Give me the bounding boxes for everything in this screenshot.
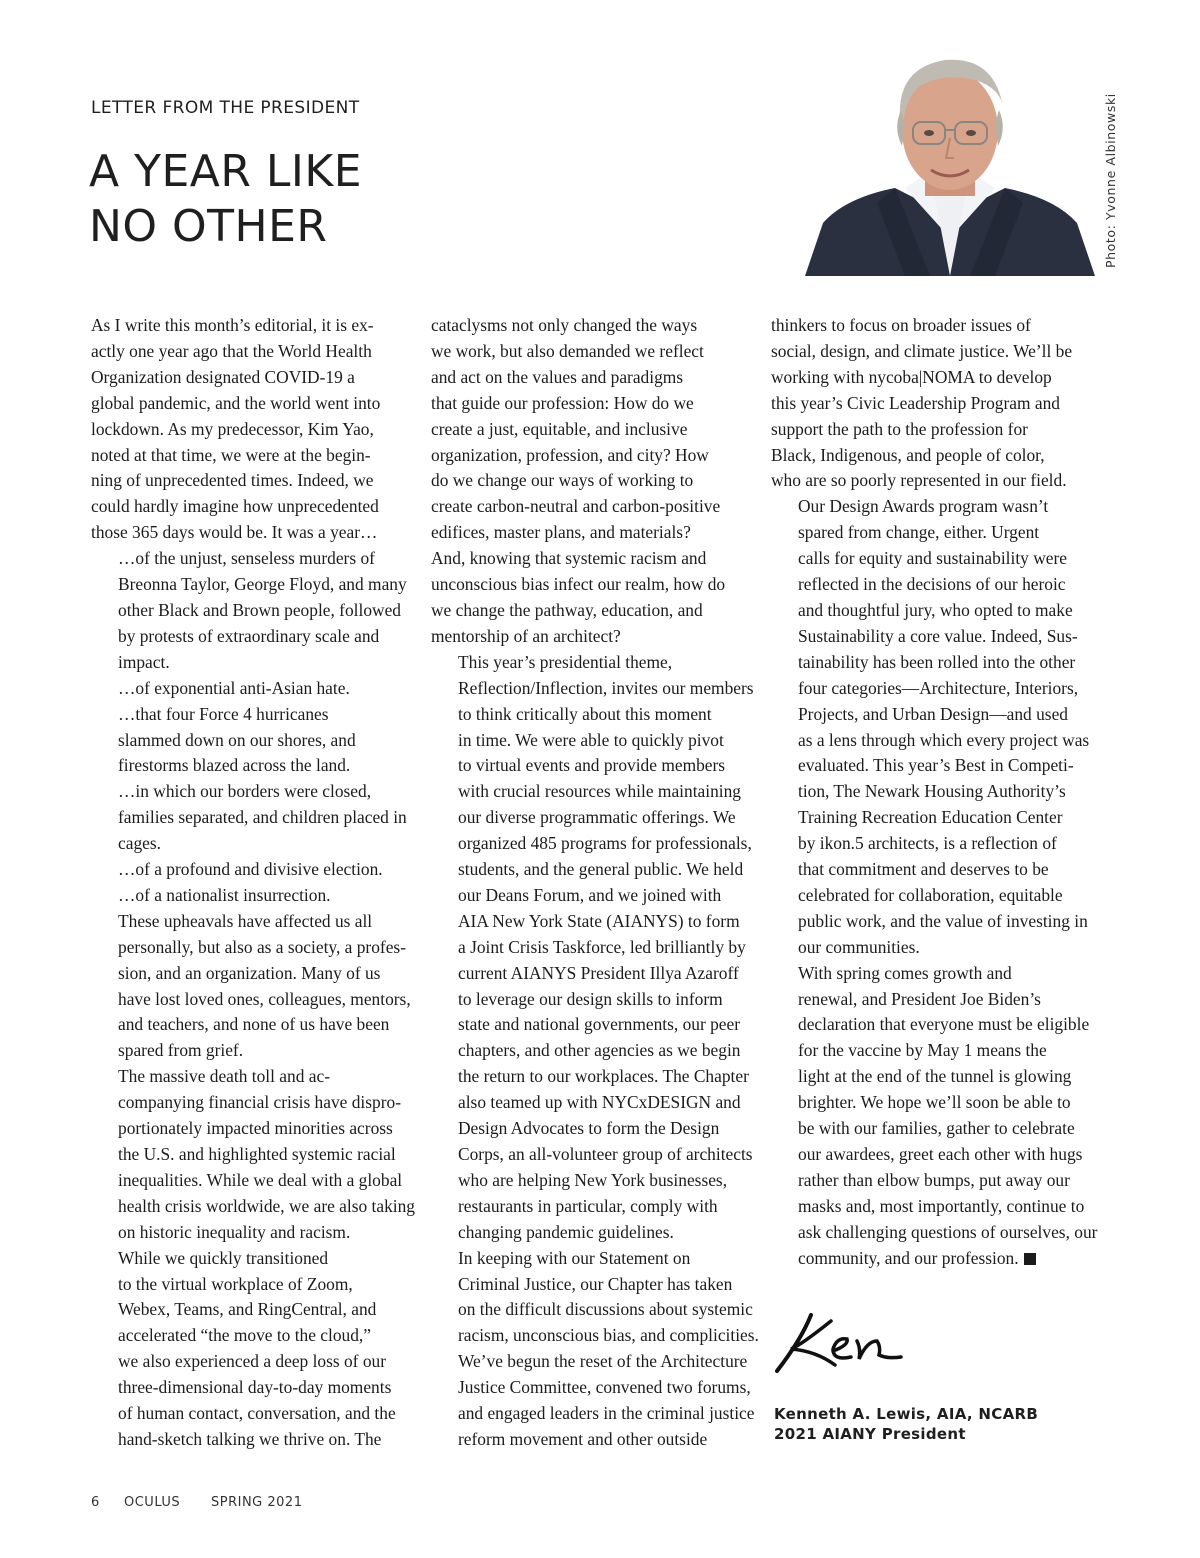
text-line: masks and, most importantly, continue to	[798, 1195, 1085, 1216]
text-line: noted at that time, we were at the begin-	[91, 444, 371, 465]
text-line: by protests of extraordinary scale and	[118, 625, 380, 646]
text-line: reform movement and other outside	[458, 1428, 708, 1449]
text-line: cataclysms not only changed the ways	[431, 315, 698, 335]
text-line: Training Recreation Education Center	[798, 807, 1063, 828]
handwritten-signature	[771, 1305, 911, 1385]
article-column-1	[91, 313, 413, 1453]
text-line: lockdown. As my predecessor, Kim Yao,	[91, 418, 374, 439]
text-line: on historic inequality and racism.	[118, 1221, 351, 1242]
paragraph	[91, 1246, 413, 1453]
text-line: restaurants in particular, comply with	[458, 1195, 718, 1216]
text-line: for the vaccine by May 1 means the	[798, 1040, 1047, 1061]
text-line: to the virtual workplace of Zoom,	[118, 1273, 353, 1294]
text-line: evaluated. This year’s Best in Competi-	[798, 755, 1074, 776]
text-line: impact.	[118, 651, 170, 672]
text-line: …of the unjust, senseless murders of	[118, 548, 375, 569]
text-line: Organization designated COVID-19 a	[91, 366, 355, 387]
text-line: who are so poorly represented in our field.	[771, 470, 1067, 491]
text-line: to virtual events and provide members	[458, 755, 726, 776]
text-line: and thoughtful jury, who opted to make	[798, 599, 1073, 620]
text-line: tainability has been rolled into the other	[798, 651, 1076, 672]
text-line: our communities.	[798, 936, 920, 957]
text-line: be with our families, gather to celebrate	[798, 1118, 1075, 1139]
text-line: edifices, master plans, and materials?	[431, 522, 691, 543]
text-line: to think critically about this moment	[458, 703, 712, 724]
text-line: This year’s presidential theme,	[458, 651, 673, 672]
text-line: on the difficult discussions about systemic	[458, 1299, 753, 1320]
paragraph	[771, 494, 1093, 960]
paragraph	[91, 313, 413, 546]
text-line: Sustainability a core value. Indeed, Sus-	[798, 625, 1078, 646]
text-line: chapters, and other agencies as we begin	[458, 1040, 741, 1061]
text-line: working with nycoba|NOMA to develop	[771, 366, 1052, 387]
text-line: …of exponential anti-Asian hate.	[118, 677, 350, 698]
text-line: ning of unprecedented times. Indeed, we	[91, 470, 374, 491]
text-line: with crucial resources while maintaining	[458, 781, 741, 802]
text-line: The massive death toll and ac-	[118, 1066, 330, 1087]
paragraph	[91, 702, 413, 780]
text-line: companying financial crisis have dispro-	[118, 1092, 401, 1113]
magazine-name: OCULUS	[124, 1495, 181, 1510]
text-line: And, knowing that systemic racism and	[431, 548, 707, 569]
text-line: These upheavals have affected us all	[118, 910, 373, 931]
text-line: racism, unconscious bias, and complicities.	[458, 1325, 759, 1346]
president-portrait	[805, 38, 1095, 276]
headline-line: A YEAR LIKE	[89, 146, 363, 197]
text-line: We’ve begun the reset of the Architecture	[458, 1351, 748, 1372]
text-line: rather than elbow bumps, put away our	[798, 1169, 1070, 1190]
text-line: families separated, and children placed in	[118, 807, 407, 828]
paragraph	[91, 883, 413, 909]
text-line: of human contact, conversation, and the	[118, 1403, 396, 1424]
text-line: those 365 days would be. It was a year…	[91, 522, 378, 543]
paragraph	[91, 676, 413, 702]
text-line: we also experienced a deep loss of our	[118, 1351, 387, 1372]
text-line: spared from change, either. Urgent	[798, 522, 1040, 543]
text-line: as a lens through which every project was	[798, 729, 1090, 750]
end-mark-icon	[1024, 1253, 1036, 1265]
text-line: a Joint Crisis Taskforce, led brilliantly by	[458, 936, 746, 957]
text-line: renewal, and President Joe Biden’s	[798, 988, 1041, 1009]
text-line: sion, and an organization. Many of us	[118, 962, 381, 983]
text-line: other Black and Brown people, followed	[118, 599, 402, 620]
text-line: …of a profound and divisive election.	[118, 859, 383, 880]
text-line: Projects, and Urban Design—and used	[798, 703, 1068, 724]
article-column-3	[771, 313, 1098, 1272]
text-line: global pandemic, and the world went into	[91, 392, 381, 413]
text-line: Webex, Teams, and RingCentral, and	[118, 1299, 377, 1320]
text-line: who are helping New York businesses,	[458, 1169, 728, 1190]
text-line: to leverage our design skills to inform	[458, 988, 723, 1009]
text-line: we change the pathway, education, and	[431, 599, 703, 620]
text-line: brighter. We hope we’ll soon be able to	[798, 1092, 1071, 1113]
text-line: the U.S. and highlighted systemic racial	[118, 1144, 396, 1164]
paragraph	[91, 779, 413, 857]
text-line: …in which our borders were closed,	[118, 781, 372, 802]
text-line: actly one year ago that the World Health	[91, 340, 372, 361]
text-line: that commitment and deserves to be	[798, 859, 1049, 880]
text-line: accelerated “the move to the cloud,”	[118, 1325, 371, 1346]
paragraph	[91, 1064, 413, 1245]
text-line: we work, but also demanded we reflect	[431, 340, 704, 361]
text-line: tion, The Newark Housing Authority’s	[798, 781, 1066, 802]
text-line: and teachers, and none of us have been	[118, 1014, 390, 1035]
text-line: mentorship of an architect?	[431, 625, 621, 646]
text-line: While we quickly transitioned	[118, 1247, 329, 1268]
paragraph	[431, 650, 753, 1246]
text-line: do we change our ways of working to	[431, 470, 694, 491]
text-line: With spring comes growth and	[798, 962, 1012, 983]
text-line: support the path to the profession for	[771, 418, 1028, 439]
text-line: AIA New York State (AIANYS) to form	[458, 910, 740, 931]
section-kicker: LETTER FROM THE PRESIDENT	[91, 98, 360, 118]
text-line: this year’s Civic Leadership Program and	[771, 392, 1060, 413]
text-line: and act on the values and paradigms	[431, 366, 684, 387]
text-line: also teamed up with NYCxDESIGN and	[458, 1092, 741, 1113]
text-line: celebrated for collaboration, equitable	[798, 884, 1063, 905]
text-line: our awardees, greet each other with hugs	[798, 1144, 1083, 1164]
text-line: As I write this month’s editorial, it is ex-	[91, 315, 374, 335]
text-line: our Deans Forum, and we joined with	[458, 884, 722, 905]
text-line: could hardly imagine how unprecedented	[91, 496, 379, 517]
photo-credit: Photo: Yvonne Albinowski	[1103, 93, 1118, 268]
paragraph	[91, 546, 413, 676]
text-line: changing pandemic guidelines.	[458, 1221, 674, 1242]
text-line: unconscious bias infect our realm, how do	[431, 574, 726, 595]
text-line: Breonna Taylor, George Floyd, and many	[118, 574, 407, 595]
text-line: thinkers to focus on broader issues of	[771, 315, 1031, 335]
text-line: reflected in the decisions of our heroic	[798, 574, 1066, 595]
text-line: current AIANYS President Illya Azaroff	[458, 962, 739, 983]
text-line: Our Design Awards program wasn’t	[798, 496, 1049, 517]
paragraph	[91, 909, 413, 1064]
text-line: In keeping with our Statement on	[458, 1247, 691, 1268]
paragraph	[431, 1246, 759, 1453]
text-line: inequalities. While we deal with a global	[118, 1169, 403, 1190]
text-line: hand-sketch talking we thrive on. The	[118, 1428, 382, 1449]
text-line: personally, but also as a society, a profes-	[118, 936, 406, 957]
text-line: Criminal Justice, our Chapter has taken	[458, 1273, 733, 1294]
text-line: Corps, an all-volunteer group of architects	[458, 1144, 753, 1164]
signatory-title: 2021 AIANY President	[774, 1425, 966, 1443]
text-line: community, and our profession.	[771, 1246, 1093, 1272]
text-line: three-dimensional day-to-day moments	[118, 1377, 392, 1398]
text-line: Justice Committee, convened two forums,	[458, 1377, 751, 1398]
text-line: health crisis worldwide, we are also taking	[118, 1195, 415, 1216]
text-line: …of a nationalist insurrection.	[118, 884, 331, 905]
text-line: create carbon-neutral and carbon-positive	[431, 496, 721, 517]
text-line: organization, profession, and city? How	[431, 444, 709, 465]
headline	[89, 144, 362, 254]
paragraph	[771, 313, 1093, 494]
text-line: have lost loved ones, colleagues, mentors,	[118, 988, 411, 1009]
signatory-name: Kenneth A. Lewis, AIA, NCARB	[774, 1405, 1039, 1423]
text-line: slammed down on our shores, and	[118, 729, 356, 750]
text-line: create a just, equitable, and inclusive	[431, 418, 688, 439]
headline-line: NO OTHER	[89, 201, 328, 252]
text-line: four categories—Architecture, Interiors,	[798, 677, 1079, 698]
text-line: the return to our workplaces. The Chapter	[458, 1066, 749, 1087]
text-line: calls for equity and sustainability were	[798, 548, 1067, 569]
text-line: public work, and the value of investing in	[798, 910, 1088, 931]
text-line: organized 485 programs for professionals,	[458, 833, 752, 854]
text-line: students, and the general public. We held	[458, 859, 744, 880]
text-line: Black, Indigenous, and people of color,	[771, 444, 1045, 465]
text-line: ask challenging questions of ourselves, our	[798, 1221, 1098, 1242]
text-line: state and national governments, our peer	[458, 1014, 741, 1035]
paragraph	[431, 313, 753, 650]
text-line: cages.	[118, 833, 161, 854]
text-line: firestorms blazed across the land.	[118, 755, 351, 776]
issue-label: SPRING 2021	[211, 1495, 303, 1510]
text-line: by ikon.5 architects, is a reflection of	[798, 833, 1057, 854]
text-line: Reflection/Inflection, invites our members	[458, 677, 754, 698]
text-line: social, design, and climate justice. We’ll be	[771, 340, 1073, 361]
text-line: Design Advocates to form the Design	[458, 1118, 720, 1139]
page-number: 6	[91, 1495, 100, 1510]
text-line: declaration that everyone must be eligible	[798, 1014, 1090, 1035]
text-line: portionately impacted minorities across	[118, 1118, 393, 1139]
paragraph	[91, 857, 413, 883]
text-line: light at the end of the tunnel is glowing	[798, 1066, 1072, 1087]
paragraph	[771, 961, 1098, 1272]
text-line: that guide our profession: How do we	[431, 392, 694, 413]
text-line: and engaged leaders in the criminal justice	[458, 1403, 755, 1424]
text-line: …that four Force 4 hurricanes	[118, 703, 329, 724]
text-line: spared from grief.	[118, 1040, 244, 1061]
text-line: our diverse programmatic offerings. We	[458, 807, 736, 828]
text-line: in time. We were able to quickly pivot	[458, 729, 724, 750]
article-column-2	[431, 313, 759, 1453]
